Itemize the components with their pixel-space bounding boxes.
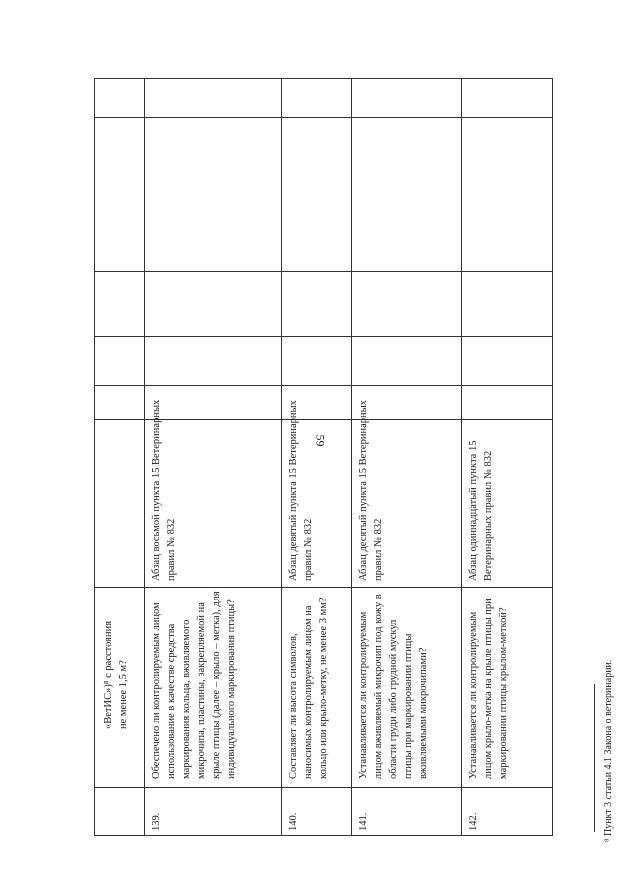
row-number: 139. <box>151 812 162 831</box>
column-divider <box>95 271 552 272</box>
question-text: Устанавливается ли контролируемым лицом крыло-метка на крыле птицы при маркировании птицы крылом-меткой? <box>468 598 509 779</box>
question-text: Обеспечено ли контролируемым лицом использование в качестве средства маркирования кольца, вживляемого микрочипа, пластины, закрепляемой на крыле птицы (далее – крыло – метка), для индивидуального маркирования птицы? <box>151 591 237 779</box>
column-divider <box>95 787 552 788</box>
question-text: Устанавливается ли контролируемым лицом вживляемый микрочип под кожу в области груди либо грудной мускул птицы при маркировании птицы вживляемыми микрочипами? <box>358 594 429 779</box>
question-text: Составляет ли высота символов, наносимых контролируемым лицом на кольцо или крыло-метку, не менее 3 мм? <box>288 597 329 779</box>
legal-basis: Абзац десятый пункта 15 Ветеринарных правил № 832 <box>358 400 384 581</box>
legal-basis: Абзац девятый пункта 15 Ветеринарных правил № 832 <box>288 400 314 581</box>
checklist-table <box>94 78 553 836</box>
row-divider <box>461 79 462 835</box>
row-divider <box>281 79 282 835</box>
legal-basis: Абзац одиннадцатый пункта 15 Ветеринарных правил № 832 <box>468 440 494 581</box>
row-number: 142. <box>468 812 479 831</box>
footnote-separator <box>594 684 595 832</box>
legal-basis: Абзац восьмой пункта 15 Ветеринарных правил № 832 <box>151 399 177 581</box>
row-divider <box>351 79 352 835</box>
column-divider <box>95 587 552 588</box>
footnote: ⁸ Пункт 3 статьи 4.1 Закона о ветеринарии. <box>603 659 614 842</box>
row-divider <box>144 79 145 835</box>
column-divider <box>95 336 552 337</box>
page-number: 59 <box>313 434 328 447</box>
row-number: 141. <box>358 812 369 831</box>
column-divider <box>95 117 552 118</box>
question-text: «ВетИС»)⁸ с расстояния не менее 1,5 м? <box>103 620 129 729</box>
row-number: 140. <box>288 812 299 831</box>
